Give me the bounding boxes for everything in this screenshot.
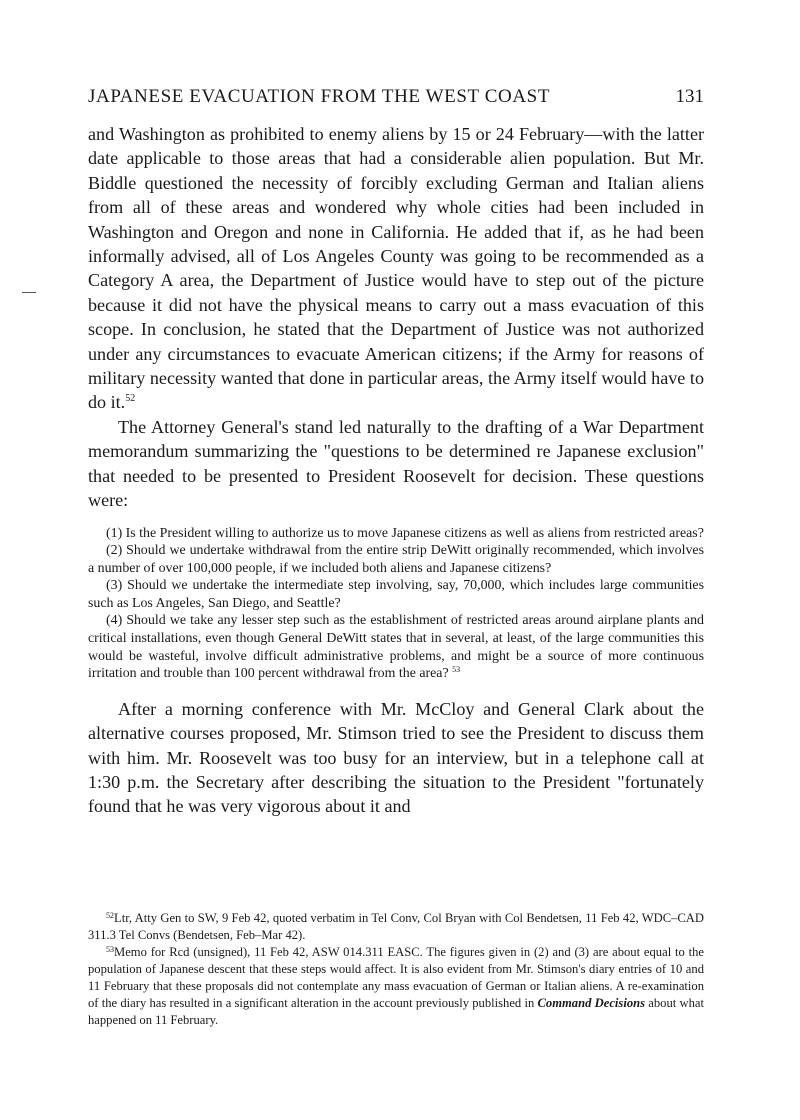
footnote-52: [88, 910, 704, 944]
quote-item-3: (3) Should we undertake the intermediate step involving, say, 70,000, which includes large communities such as Los Angeles, San Diego, and Seattle?: [88, 578, 704, 611]
footnote-52-text: Ltr, Atty Gen to SW, 9 Feb 42, quoted verbatim in Tel Conv, Col Bryan with Col Bendetsen, 11 Feb 42, WDC–CAD 311.3 Tel Convs (Bendetsen, Feb–Mar 42).: [88, 911, 704, 942]
page-content: [88, 86, 704, 819]
paragraph-2: The Attorney General's stand led naturally to the drafting of a War Department memorandum summarizing the "questions to be determined re Japanese exclusion" that needed to be presented to President Roosevelt for decision. These questions were:: [88, 416, 704, 511]
footnote-53: [88, 944, 704, 1029]
paragraph-1: [88, 122, 704, 415]
footnote-ref-53: 53: [452, 665, 461, 675]
footnote-53-text: Memo for Rcd (unsigned), 11 Feb 42, ASW 014.311 EASC. The figures given in (2) and (3) are about equal to the population of Japanese descent that these steps would affect. It is also evident from Mr. Stimson's diary entries of 10 and 11 February that these proposals did not contemplate any mass evacuation of German or Italian aliens. A re-examination of the diary has resulted in a significant alteration in the account previously published in: [88, 945, 704, 1010]
running-header: [88, 86, 704, 108]
footnote-53-mark: 53: [106, 945, 114, 954]
running-title: JAPANESE EVACUATION FROM THE WEST COAST: [88, 86, 551, 107]
footnotes: [88, 910, 704, 1029]
footnote-52-mark: 52: [106, 911, 114, 920]
quote-item-4-text: (4) Should we take any lesser step such as the establishment of restricted areas around airplane plants and critical installations, even though General DeWitt states that in several, at least, of the large communities this would be wasteful, involve difficult administrative problems, and might be a source of more continuous irritation and trouble than 100 percent withdrawal from the area?: [88, 613, 704, 682]
quote-item-1: (1) Is the President willing to authorize us to move Japanese citizens as well as aliens from restricted areas?: [106, 525, 704, 541]
page-number: 131: [675, 86, 704, 107]
footnote-ref-52: 52: [125, 393, 136, 405]
block-quote: [88, 525, 704, 683]
quote-item-2: (2) Should we undertake withdrawal from the entire strip DeWitt originally recommended, which involves a number of over 100,000 people, if we included both aliens and Japanese citizens?: [88, 543, 704, 576]
paragraph-1-text: and Washington as prohibited to enemy aliens by 15 or 24 February—with the latter date applicable to those areas that had a considerable alien population. But Mr. Biddle questioned the necessity of forcibly excluding German and Italian aliens from all of these areas and wondered why whole cities had been included in Washington and Oregon and none in California. He added that if, as he had been informally advised, all of Los Angeles County was going to be recommended as a Category A area, the Department of Justice would have to step out of the picture because it did not have the physical means to carry out a mass evacuation of this scope. In conclusion, he stated that the Department of Justice was not authorized under any circumstances to evacuate American citizens; if the Army for reasons of military necessity wanted that done in particular areas, the Army itself would have to do it.: [88, 124, 704, 413]
margin-mark: [22, 292, 36, 293]
footnote-53-text-end: about what happened on 11 February.: [88, 996, 704, 1027]
quote-item-4: [88, 612, 704, 682]
footnote-53-book-title: Command Decisions: [537, 996, 646, 1010]
paragraph-3: After a morning conference with Mr. McCloy and General Clark about the alternative courses proposed, Mr. Stimson tried to see the President to discuss them with him. Mr. Roosevelt was too busy for an interview, but in a telephone call at 1:30 p.m. the Secretary after describing the situation to the President "fortunately found that he was very vigorous about it and: [88, 698, 704, 817]
